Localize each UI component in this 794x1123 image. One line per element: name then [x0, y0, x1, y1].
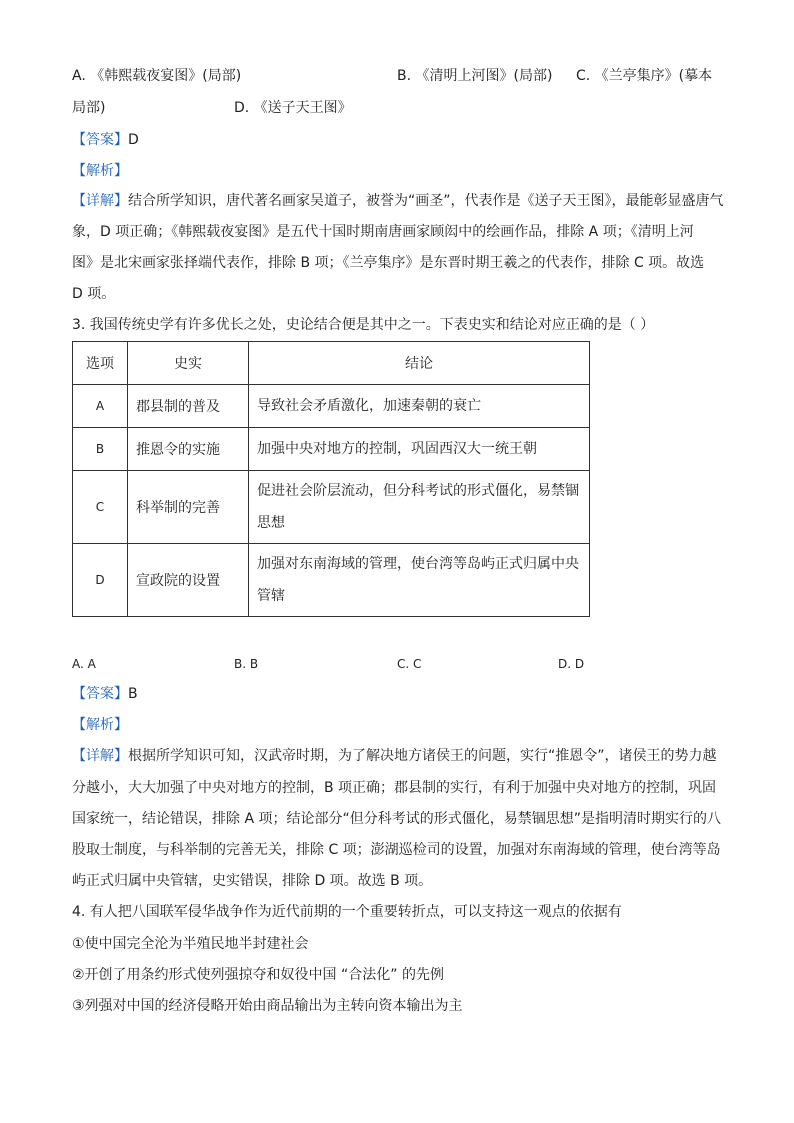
detail-line: D 项。 — [72, 286, 116, 302]
table-header: 结论 — [249, 342, 590, 385]
table-cell-conclusion: 加强中央对地方的控制，巩固西汉大一统王朝 — [249, 428, 590, 471]
option-b: B. 《清明上河图》(局部) — [397, 68, 553, 84]
table-row — [73, 544, 590, 617]
table-cell-conclusion: 促进社会阶层流动，但分科考试的形式僵化，易禁锢思想 — [249, 471, 590, 544]
option-a: A. 《韩熙载夜宴图》(局部) — [72, 68, 242, 84]
detail-line: 屿正式归属中央管辖，史实错误，排除 D 项。故选 B 项。 — [72, 873, 433, 889]
choice-d: D. D — [558, 657, 585, 671]
detail-line: 国家统一，结论错误，排除 A 项；结论部分“但分科考试的形式僵化，易禁锢思想”是指明清时期实行的八 — [72, 811, 721, 827]
question-4-stem: 4. 有人把八国联军侵华战争作为近代前期的一个重要转折点，可以支持这一观点的依据有 — [72, 904, 622, 920]
detail-line: 图》是北宋画家张择端代表作，排除 B 项；《兰亭集序》是东晋时期王羲之的代表作，排除 C 项。故选 — [72, 255, 705, 271]
detail-line: 股取士制度，与科举制的完善无关，排除 C 项；澎湖巡检司的设置，加强对东南海域的管理，使台湾等岛 — [72, 842, 721, 858]
option-c-continued: 局部) — [72, 100, 106, 116]
answer-tag: 【答案】 — [72, 132, 128, 148]
table-cell-fact: 郡县制的普及 — [128, 385, 249, 428]
detail-line: 象，D 项正确；《韩熙载夜宴图》是五代十国时期南唐画家顾闳中的绘画作品，排除 A 项；《清明上河 — [72, 224, 694, 240]
answer-tag: 【答案】 — [72, 686, 128, 702]
detail-line: 分越小，大大加强了中央对地方的控制，B 项正确；郡县制的实行，有利于加强中央对地方的控制，巩固 — [72, 780, 717, 796]
table-cell-conclusion: 导致社会矛盾激化，加速秦朝的衰亡 — [249, 385, 590, 428]
table-row — [73, 385, 590, 428]
detail-tag: 【详解】 — [72, 748, 128, 764]
answer-value: D — [128, 132, 139, 148]
table-header: 史实 — [128, 342, 249, 385]
table-cell-option: C — [73, 471, 128, 544]
table-cell-option: D — [73, 544, 128, 617]
statement-item: ③列强对中国的经济侵略开始由商品输出为主转向资本输出为主 — [72, 998, 463, 1014]
statement-item: ①使中国完全沦为半殖民地半封建社会 — [72, 936, 309, 952]
option-d: D. 《送子天王图》 — [234, 100, 352, 116]
table-cell-option: B — [73, 428, 128, 471]
answer-value: B — [128, 686, 138, 702]
choice-c: C. C — [397, 657, 422, 671]
question-3-table — [72, 341, 590, 617]
answer-line — [72, 130, 139, 150]
choice-b: B. B — [234, 657, 259, 671]
statement-item: ②开创了用条约形式使列强掠夺和奴役中国 “合法化” 的先例 — [72, 967, 444, 983]
table-row — [73, 428, 590, 471]
table-cell-conclusion: 加强对东南海域的管理，使台湾等岛屿正式归属中央管辖 — [249, 544, 590, 617]
table-header: 选项 — [73, 342, 128, 385]
answer-line — [72, 684, 138, 704]
option-c: C. 《兰亭集序》(摹本 — [576, 68, 713, 84]
analysis-tag: 【解析】 — [72, 163, 128, 179]
table-cell-fact: 推恩令的实施 — [128, 428, 249, 471]
detail-line: 【详解】结合所学知识，唐代著名画家吴道子，被誉为“画圣”，代表作是《送子天王图》，最能彰显盛唐气 — [72, 193, 724, 209]
question-3-stem: 3. 我国传统史学有许多优长之处，史论结合便是其中之一。下表史实和结论对应正确的是（ ） — [72, 317, 655, 333]
choice-a: A. A — [72, 657, 96, 671]
table-cell-option: A — [73, 385, 128, 428]
table-row — [73, 471, 590, 544]
detail-tag: 【详解】 — [72, 193, 128, 209]
table-cell-fact: 科举制的完善 — [128, 471, 249, 544]
table-cell-fact: 宣政院的设置 — [128, 544, 249, 617]
detail-line: 【详解】根据所学知识可知，汉武帝时期，为了解决地方诸侯王的问题，实行“推恩令”，诸侯王的势力越 — [72, 748, 717, 764]
analysis-tag: 【解析】 — [72, 717, 128, 733]
